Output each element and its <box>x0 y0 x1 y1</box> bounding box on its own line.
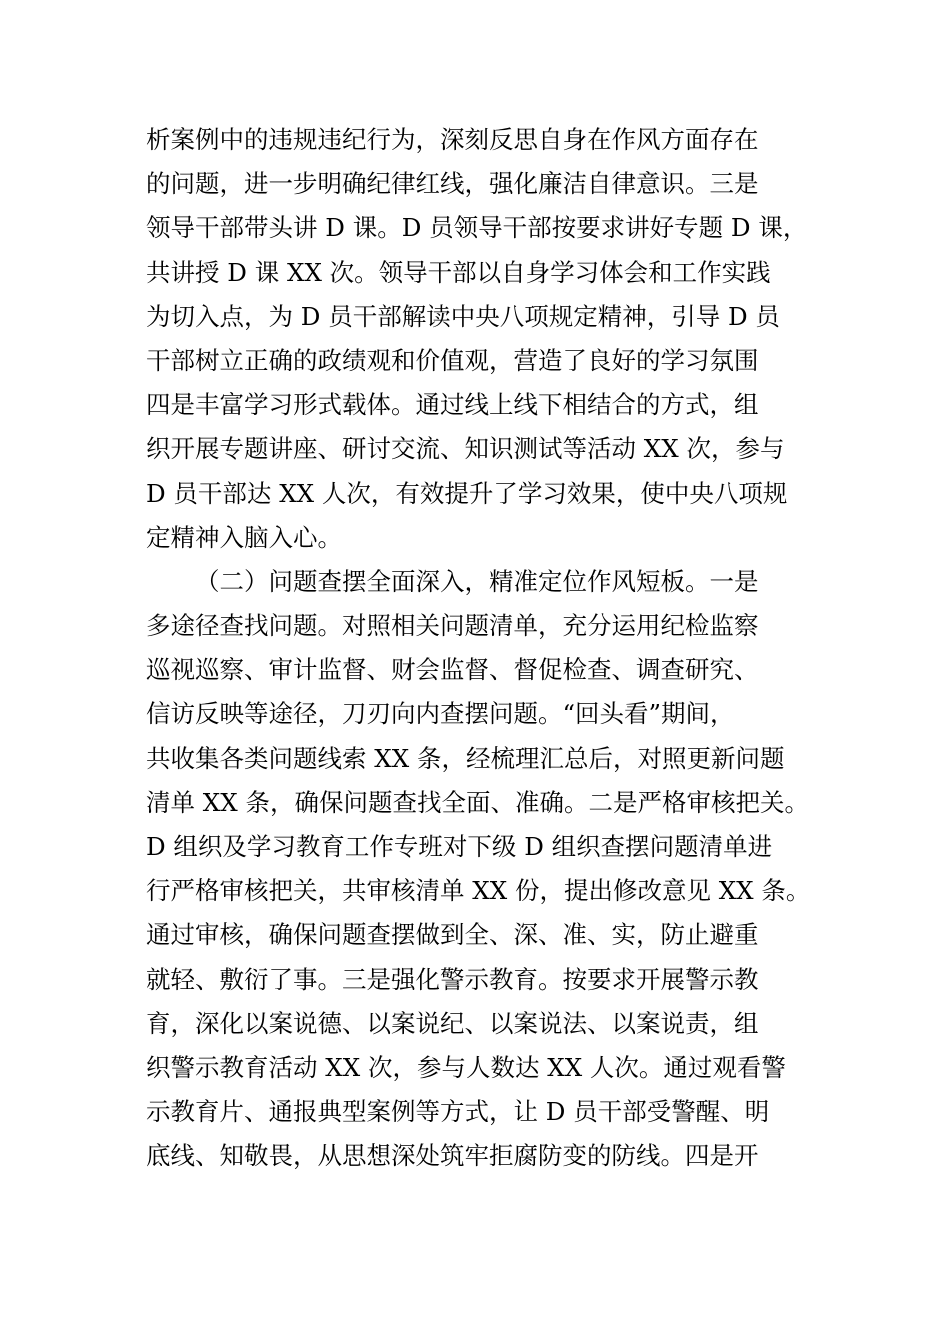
text-line: 的问题，进一步明确纪律红线，强化廉洁自律意识。三是 <box>146 169 759 199</box>
text-line: D 组织及学习教育工作专班对下级 D 组织查摆问题清单进 <box>146 832 773 861</box>
text-line: 共收集各类问题线索 XX 条，经梳理汇总后，对照更新问题 <box>146 743 785 773</box>
text-line: 共讲授 D 课 XX 次。领导干部以自身学习体会和工作实践 <box>146 257 771 287</box>
body-text <box>146 118 836 1179</box>
text-line: 多途径查找问题。对照相关问题清单，充分运用纪检监察 <box>146 611 759 641</box>
text-line: 干部树立正确的政绩观和价值观，营造了良好的学习氛围 <box>146 345 759 375</box>
text-line: 清单 XX 条，确保问题查找全面、准确。二是严格审核把关。 <box>146 787 809 817</box>
text-line: 领导干部带头讲 D 课。D 员领导干部按要求讲好专题 D 课， <box>146 213 808 243</box>
text-line: 就轻、敷衍了事。三是强化警示教育。按要求开展警示教 <box>146 964 759 994</box>
text-line: 通过审核，确保问题查摆做到全、深、准、实，防止避重 <box>146 920 759 950</box>
text-line: 析案例中的违规违纪行为，深刻反思自身在作风方面存在 <box>146 125 759 154</box>
text-line: D 员干部达 XX 人次，有效提升了学习效果，使中央八项规 <box>146 478 788 508</box>
text-line: 织开展专题讲座、研讨交流、知识测试等活动 XX 次，参与 <box>146 434 785 464</box>
text-line: 育，深化以案说德、以案说纪、以案说法、以案说责，组 <box>146 1008 759 1038</box>
text-line: 织警示教育活动 XX 次，参与人数达 XX 人次。通过观看警 <box>146 1052 786 1082</box>
text-line: 巡视巡察、审计监督、财会监督、督促检查、调查研究、 <box>146 655 759 685</box>
text-line: 为切入点，为 D 员干部解读中央八项规定精神，引导 D 员 <box>146 301 780 331</box>
text-line: 定精神入脑入心。 <box>146 522 342 552</box>
text-line: 底线、知敬畏，从思想深处筑牢拒腐防变的防线。四是开 <box>146 1141 759 1171</box>
section-heading-line: （二）问题查摆全面深入，精准定位作风短板。一是 <box>195 566 759 596</box>
text-line: 行严格审核把关，共审核清单 XX 份，提出修改意见 XX 条。 <box>146 876 811 906</box>
text-line: 示教育片、通报典型案例等方式，让 D 员干部受警醒、明 <box>146 1097 770 1127</box>
text-line: 四是丰富学习形式载体。通过线上线下相结合的方式，组 <box>146 390 759 420</box>
text-line: 信访反映等途径，刀刃向内查摆问题。“回头看”期间， <box>146 699 735 729</box>
